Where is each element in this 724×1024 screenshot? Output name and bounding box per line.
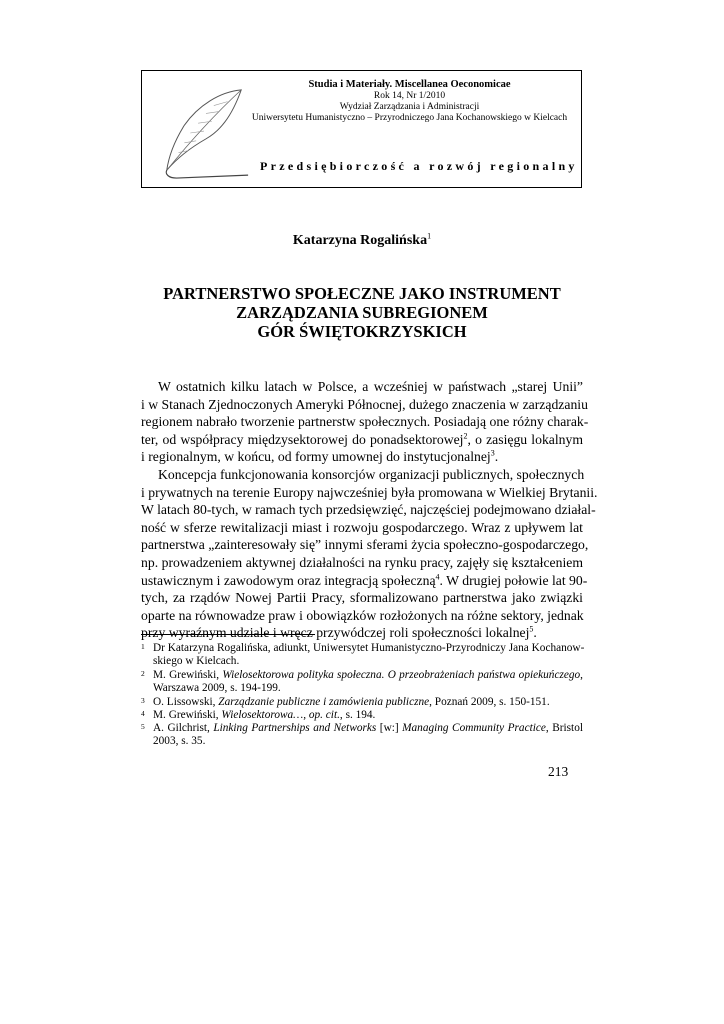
footnote-2: 2 M. Grewiński, Wielosektorowa polityka społeczna. O przeobrażeniach państwa opiekuńczego, Warszawa 2009, s. 194-199. xyxy=(141,669,583,695)
paragraph-2: Koncepcja funkcjonowania konsorcjów organizacji publicznych, społecznych i prywatnych na terenie Europy najwcześniej była promowana w Wielkiej Brytanii. W latach 80-tych, w ramach tych przedsięwzięć, najczęściej podejmowano działal- ność w sferze rewitalizacji miast i rozwoju gospodarczego. Wraz z upływem lat partnerstwa „zainteresowały się” innymi sferami życia społeczno-gospodarczego, np. prowadzeniem aktywnej działalności na rynku pracy, zajęły się kształceniem ustawicznym i zawodowym oraz integracją społeczną$^4$. W drugiej połowie lat 90- tych, za rządów Nowej Partii Pracy, sformalizowano partnerstwa jako związki oparte na równowadze praw i obowiązków rozłożonych na różne sektory, jednak przy wyraźnym udziale i wręcz przywódczej roli społeczności lokalnej$^5$. xyxy=(141,467,598,641)
journal-university: Uniwersytetu Humanistyczno – Przyrodniczego Jana Kochanowskiego w Kielcach xyxy=(251,113,568,123)
journal-title: Studia i Materiały. Miscellanea Oeconomicae xyxy=(308,79,511,90)
journal-department: Wydział Zarządzania i Administracji xyxy=(339,102,480,112)
footnote-4: 4 M. Grewiński, Wielosektorowa…, op. cit., s. 194. xyxy=(141,709,376,721)
series-title: Przedsiębiorczość a rozwój regionalny xyxy=(260,159,578,173)
footnote-ref: 1 xyxy=(427,231,432,241)
author-name: Katarzyna Rogalińska$^1$ xyxy=(292,231,432,248)
footnote-1: 1 Dr Katarzyna Rogalińska, adiunkt, Uniwersytet Humanistyczno-Przyrodniczy Jana Kochanow- skiego w Kielcach. xyxy=(141,642,585,668)
title-line: ZARZĄDZANIA SUBREGIONEM xyxy=(236,303,488,322)
paragraph-1: W ostatnich kilku latach w Polsce, a wcześniej w państwach „starej Unii” i w Stanach Zjednoczonych Ameryki Północnej, dużego znaczenia w zarządzaniu regionem nabrało tworzenie partnerstw społecznych. Posiadają one różny charak- ter, od współpracy międzysektorowej do ponadsektorowej$^2$, o zasięgu lokalnym i regionalnym, w końcu, od formy umownej do instytucjonalnej$^3$. xyxy=(141,379,589,465)
page-number: 213 xyxy=(548,764,569,779)
title-line: GÓR ŚWIĘTOKRZYSKICH xyxy=(257,322,467,341)
journal-header xyxy=(141,70,582,188)
title-line: PARTNERSTWO SPOŁECZNE JAKO INSTRUMENT xyxy=(163,284,561,303)
quill-pen-icon xyxy=(155,84,253,182)
article-title xyxy=(0,284,724,341)
footnote-divider xyxy=(141,634,315,635)
footnote-3: 3 O. Lissowski, Zarządzanie publiczne i zamówienia publiczne, Poznań 2009, s. 150-151. xyxy=(141,696,550,708)
journal-issue: Rok 14, Nr 1/2010 xyxy=(373,91,446,101)
footnote-5: 5 A. Gilchrist, Linking Partnerships and Networks [w:] Managing Community Practice, Bristol 2003, s. 35. xyxy=(141,722,583,748)
